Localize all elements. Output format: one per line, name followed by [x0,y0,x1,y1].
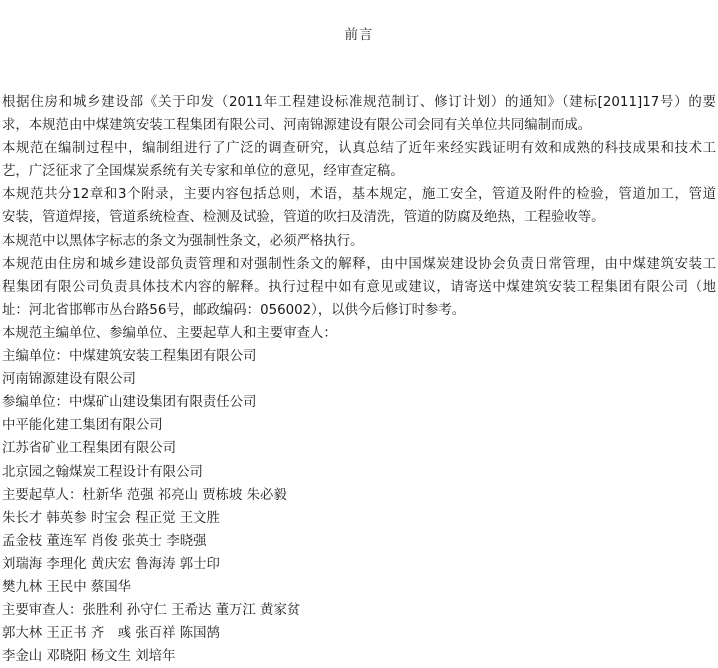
text-line: 安装，管道焊接，管道系统检查、检测及试验，管道的吹扫及清洗，管道的防腐及绝热，工程验收等。 [2,210,605,226]
text-line: 江苏省矿业工程集团有限公司 [2,441,177,457]
text-line: 求，本规范由中煤建筑安装工程集团有限公司、河南锦源建设有限公司会同有关单位共同编制而成。 [2,118,592,134]
text-line: 樊九林 王民中 蔡国华 [2,579,132,595]
text-line: 主编单位：中煤建筑安装工程集团有限公司 [2,349,257,365]
document-body [2,91,716,668]
text-line: 本规范主编单位、参编单位、主要起草人和主要审查人： [2,325,337,341]
text-line: 址：河北省邯郸市丛台路56号，邮政编码：056002），以供今后修订时参考。 [2,302,466,318]
document-title: 前言 [344,28,374,43]
text-line: 本规范由住房和城乡建设部负责管理和对强制性条文的解释，由中国煤炭建设协会负责日常管理，由中煤建筑安装工 [2,256,716,272]
text-line: 北京园之翰煤炭工程设计有限公司 [2,464,203,480]
text-line: 本规范共分12章和3个附录，主要内容包括总则，术语，基本规定，施工安全，管道及附件的检验，管道加工，管道 [2,187,716,203]
text-line: 李金山 邓晓阳 杨文生 刘培年 [2,649,176,665]
text-line: 主要起草人：杜新华 范强 祁亮山 贾栋坡 朱必毅 [2,487,287,503]
text-line: 郭大林 王正书 齐 彧 张百祥 陈国鹄 [2,626,220,642]
text-line: 刘瑞海 李理化 黄庆宏 鲁海涛 郭士印 [2,556,220,572]
text-line: 朱长才 韩英参 时宝会 程正觉 王文胜 [2,510,220,526]
text-line: 程集团有限公司负责具体技术内容的解释。执行过程中如有意见或建议，请寄送中煤建筑安装工程集团有限公司（地 [2,279,716,295]
text-line: 中平能化建工集团有限公司 [2,418,163,434]
text-line: 主要审查人：张胜利 孙守仁 王希达 董万江 黄家贫 [2,603,301,619]
text-line: 艺，广泛征求了全国煤炭系统有关专家和单位的意见，经审查定稿。 [2,164,404,180]
text-line: 河南锦源建设有限公司 [2,372,136,388]
text-line: 本规范中以黑体字标志的条文为强制性条文，必须严格执行。 [2,233,364,249]
text-line: 本规范在编制过程中，编制组进行了广泛的调查研究，认真总结了近年来经实践证明有效和成熟的科技成果和技术工 [2,141,716,157]
text-line: 根据住房和城乡建设部《关于印发（2011年工程建设标准规范制订、修订计划）的通知》（建标[2011]17号）的要 [2,95,716,110]
text-line: 孟金枝 董连军 肖俊 张英士 李晓强 [2,533,207,549]
text-line: 参编单位：中煤矿山建设集团有限责任公司 [2,395,257,411]
